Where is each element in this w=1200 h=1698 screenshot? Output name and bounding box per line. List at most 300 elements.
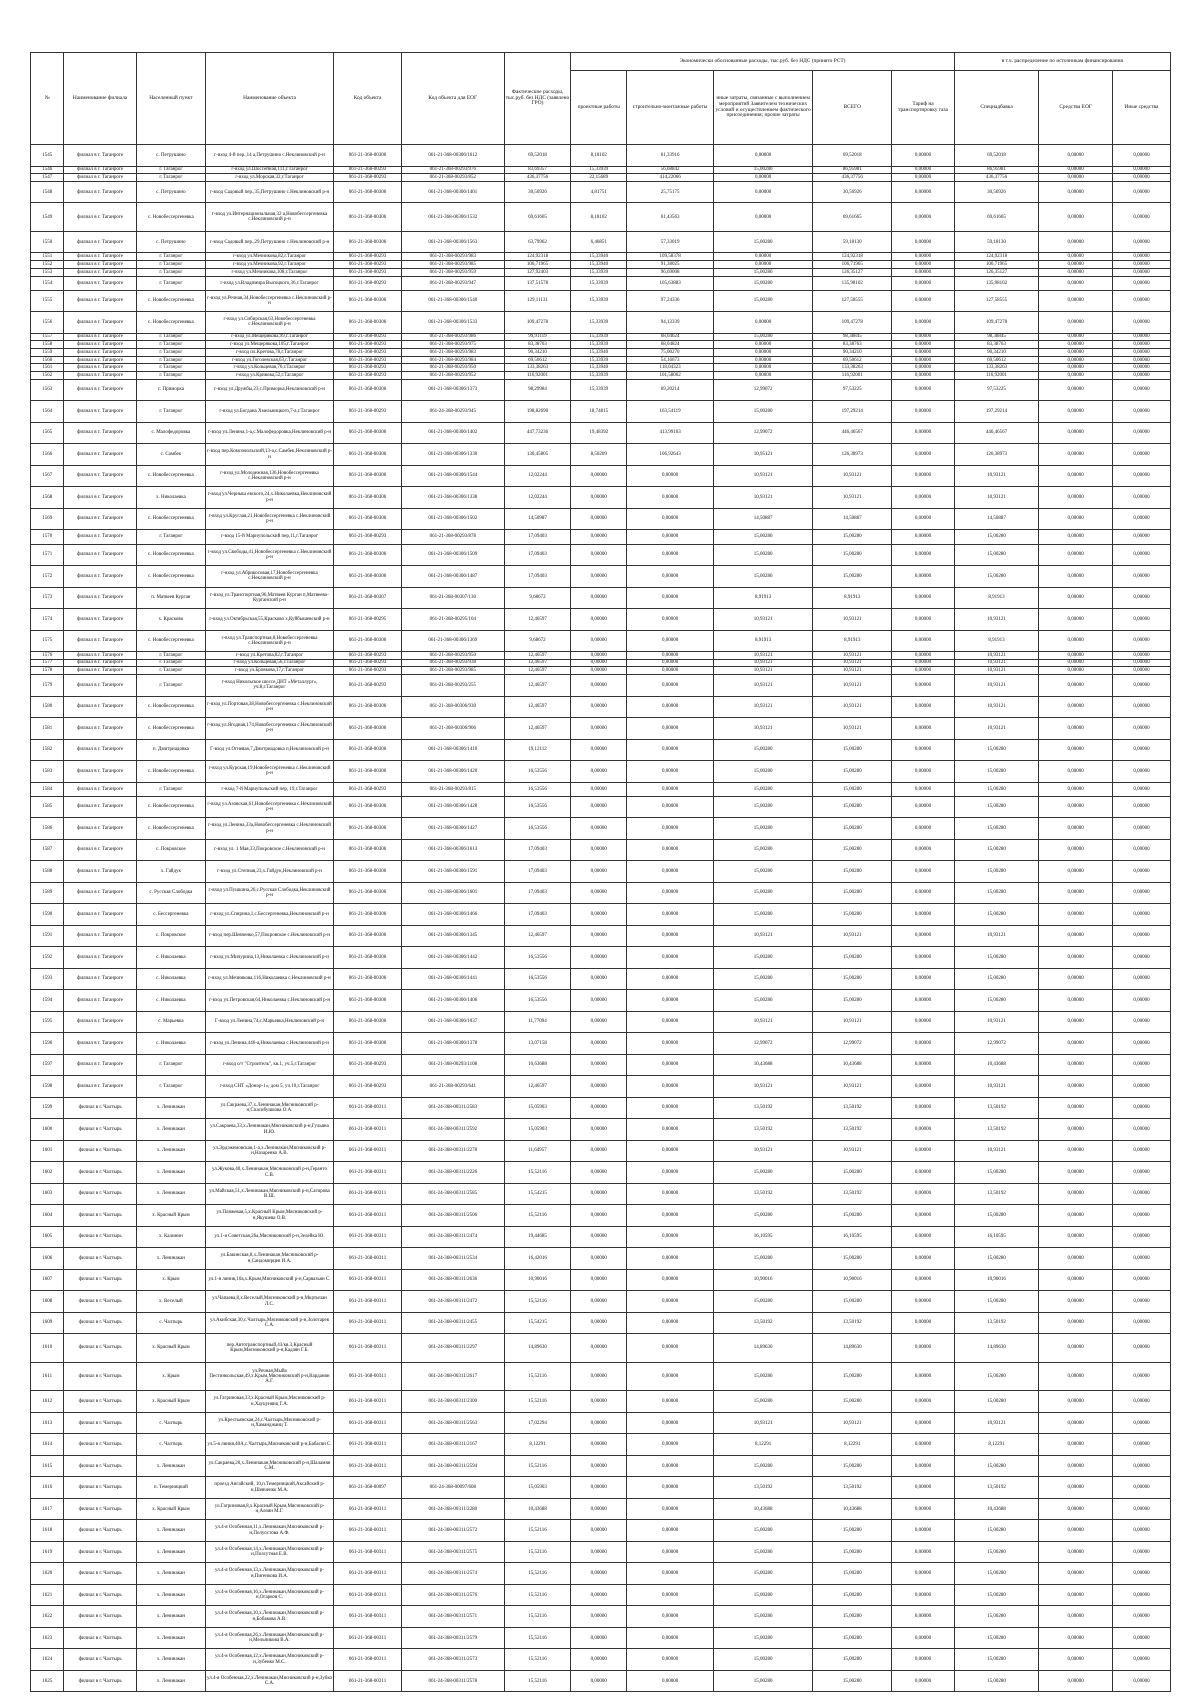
row-number: 1618 [31, 1520, 64, 1542]
total-cell: 15,00280 [813, 1606, 892, 1628]
branch-cell: филиал в г. Таганроге [64, 587, 136, 609]
design-works-cell: 8,18102 [571, 203, 627, 232]
construction-works-cell: 0,00000 [627, 1362, 714, 1391]
special-markup-cell: 15,00280 [954, 782, 1039, 796]
design-works-cell: 0,00000 [571, 739, 627, 761]
construction-works-cell: 0,00000 [627, 818, 714, 840]
eog-funds-cell: 0,00000 [1039, 231, 1113, 253]
tariff-cell: 0,00000 [892, 1362, 954, 1391]
construction-works-cell: 0,00000 [627, 1627, 714, 1649]
total-cell: 135,98102 [813, 276, 892, 290]
table-row [31, 379, 1171, 401]
construction-works-cell: 0,00000 [627, 1670, 714, 1692]
locality-cell: с. Приморка [136, 379, 205, 401]
branch-cell: филиал в г. Таганроге [64, 341, 136, 349]
actual-costs-cell: 137,51578 [504, 276, 571, 290]
eog-code-cell: 061-21-368-00306/1591 [402, 861, 505, 883]
actual-costs-cell: 15,52116 [504, 1606, 571, 1628]
total-cell: 124,92318 [813, 253, 892, 261]
construction-works-cell: 105,63883 [627, 276, 714, 290]
design-works-cell: 0,00000 [571, 1606, 627, 1628]
row-number: 1599 [31, 1097, 64, 1119]
table-row [31, 1412, 1171, 1434]
object-name-cell: г-вход СНТ «Донор-1», дом 5, уч.10,г.Таганрог [205, 1076, 333, 1098]
construction-works-cell: 68,04824 [627, 341, 714, 349]
total-cell: 13,50192 [813, 1097, 892, 1119]
total-cell: 436,37756 [813, 174, 892, 182]
table-row [31, 1205, 1171, 1227]
branch-cell: филиал в г. Таганроге [64, 609, 136, 631]
locality-cell: х. Ленинакан [136, 1649, 205, 1671]
construction-works-cell: 0,00000 [627, 1140, 714, 1162]
other-costs-cell: 15,00280 [714, 861, 813, 883]
eog-code-cell: 061-21-368-00293/938 [402, 659, 505, 667]
branch-cell: филиал в г. Чалтырь [64, 1563, 136, 1585]
actual-costs-cell: 130,45805 [504, 444, 571, 466]
object-name-cell: г-вход ул.Кретова,82,г.Таганрог [205, 652, 333, 660]
actual-costs-cell: 12,02244 [504, 487, 571, 509]
other-funds-cell: 0,00000 [1112, 1054, 1170, 1076]
other-costs-cell: 15,00280 [714, 761, 813, 783]
tariff-cell: 0,00000 [892, 1076, 954, 1098]
eog-code-cell: 061-21-368-00306/930 [402, 696, 505, 718]
table-body [31, 145, 1171, 1692]
object-code-cell: 061-21-368-00306 [334, 444, 402, 466]
eog-code-cell: 061-21-368-00293/641 [402, 1076, 505, 1098]
eog-code-cell: 061-21-368-00306/1442 [402, 947, 505, 969]
tariff-cell: 0,00000 [892, 487, 954, 509]
locality-cell: с. Петрушино [136, 231, 205, 253]
other-funds-cell: 0,00000 [1112, 1011, 1170, 1033]
total-cell: 12,99072 [813, 1033, 892, 1055]
eog-funds-cell: 0,00000 [1039, 630, 1113, 652]
design-works-cell: 0,00000 [571, 1434, 627, 1456]
eog-funds-cell: 0,00000 [1039, 444, 1113, 466]
table-row [31, 1606, 1171, 1628]
other-costs-cell: 10,93121 [714, 652, 813, 660]
actual-costs-cell: 106,71965 [504, 261, 571, 269]
tariff-cell: 0,00000 [892, 761, 954, 783]
construction-works-cell: 0,00000 [627, 1541, 714, 1563]
row-number: 1577 [31, 659, 64, 667]
other-costs-cell: 14,50887 [714, 508, 813, 530]
other-costs-cell: 13,50192 [714, 1312, 813, 1334]
table-row [31, 1291, 1171, 1313]
branch-cell: филиал в г. Таганроге [64, 349, 136, 357]
design-works-cell: 0,00000 [571, 990, 627, 1012]
object-code-cell: 061-21-368-00311 [334, 1205, 402, 1227]
other-funds-cell: 0,00000 [1112, 1627, 1170, 1649]
other-costs-cell: 0,00000 [714, 145, 813, 167]
locality-cell: х. Красный Крым [136, 1334, 205, 1363]
design-works-cell: 15,33939 [571, 312, 627, 334]
special-markup-cell: 109,47278 [954, 312, 1039, 334]
locality-cell: х. Гайдук [136, 861, 205, 883]
construction-works-cell: 0,00000 [627, 1412, 714, 1434]
table-row [31, 667, 1171, 675]
tariff-cell: 0,00000 [892, 1498, 954, 1520]
design-works-cell: 0,00000 [571, 696, 627, 718]
row-number: 1560 [31, 356, 64, 364]
col-tariff: Тариф на транспортировку газа [892, 71, 954, 145]
special-markup-cell: 197,29214 [954, 401, 1039, 423]
other-funds-cell: 0,00000 [1112, 1140, 1170, 1162]
col-construction-works: строительно-монтажные работы [627, 71, 714, 145]
col-total: ВСЕГО [813, 71, 892, 145]
object-name-cell: ул.4-я Особенная,12,х.Ленинакан,Мясниковский р-н,Зубенко М.С. [205, 1649, 333, 1671]
row-number: 1600 [31, 1119, 64, 1141]
other-costs-cell: 10,93121 [714, 487, 813, 509]
object-code-cell: 061-21-368-00293 [334, 401, 402, 423]
row-number: 1551 [31, 253, 64, 261]
object-name-cell: ул.Сакраева,20,х.Ленинакан,Мясниковский р-н,Шаламян С.М. [205, 1455, 333, 1477]
design-works-cell: 0,00000 [571, 1226, 627, 1248]
total-cell: 15,00280 [813, 1205, 892, 1227]
actual-costs-cell: 12,46597 [504, 659, 571, 667]
table-row [31, 145, 1171, 167]
object-name-cell: г-вход ул.Азовская,61,Новобессергеневка с.Неклиновский р-н [205, 796, 333, 818]
object-code-cell: 061-21-368-00293 [334, 364, 402, 372]
actual-costs-cell: 19,44685 [504, 1226, 571, 1248]
object-code-cell: 061-21-368-00293 [334, 166, 402, 174]
special-markup-cell: 59,18130 [954, 231, 1039, 253]
branch-cell: филиал в г. Таганроге [64, 290, 136, 312]
object-code-cell: 061-21-368-00306 [334, 1011, 402, 1033]
tariff-cell: 0,00000 [892, 947, 954, 969]
row-number: 1591 [31, 925, 64, 947]
total-cell: 15,00280 [813, 544, 892, 566]
construction-works-cell: 0,00000 [627, 1226, 714, 1248]
special-markup-cell: 15,00280 [954, 739, 1039, 761]
col-eog-code: Код объекта для ЕОГ [402, 53, 505, 145]
other-funds-cell: 0,00000 [1112, 422, 1170, 444]
tariff-cell: 0,00000 [892, 1584, 954, 1606]
construction-works-cell: 0,00000 [627, 587, 714, 609]
branch-cell: филиал в г. Таганроге [64, 839, 136, 861]
other-costs-cell: 0,00000 [714, 174, 813, 182]
row-number: 1592 [31, 947, 64, 969]
actual-costs-cell: 16,53556 [504, 761, 571, 783]
object-code-cell: 061-21-368-00293 [334, 659, 402, 667]
eog-code-cell: 061-21-368-00306/1544 [402, 465, 505, 487]
design-works-cell: 0,00000 [571, 544, 627, 566]
object-name-cell: ул.Жукова,40,х.Ленинакан,Мясниковский р-н,Геранто С.В. [205, 1162, 333, 1184]
design-works-cell: 0,00000 [571, 1312, 627, 1334]
tariff-cell: 0,00000 [892, 1541, 954, 1563]
eog-funds-cell: 0,00000 [1039, 364, 1113, 372]
row-number: 1611 [31, 1362, 64, 1391]
actual-costs-cell: 9,68672 [504, 587, 571, 609]
other-costs-cell: 15,00280 [714, 904, 813, 926]
branch-cell: филиал в г. Таганроге [64, 990, 136, 1012]
table-row [31, 1362, 1171, 1391]
object-name-cell: проезд Ангайский, 10,п.Темерницкий,Аксайский р-н,Шевченко М.А. [205, 1477, 333, 1499]
locality-cell: г. Таганрог [136, 174, 205, 182]
design-works-cell: 22,15689 [571, 174, 627, 182]
actual-costs-cell: 17,09403 [504, 904, 571, 926]
design-works-cell: 0,00000 [571, 1033, 627, 1055]
object-code-cell: 061-21-368-00293 [334, 667, 402, 675]
other-funds-cell: 0,00000 [1112, 349, 1170, 357]
design-works-cell: 0,00000 [571, 1011, 627, 1033]
locality-cell: с. Николаевка [136, 968, 205, 990]
branch-cell: филиал в г. Чалтырь [64, 1498, 136, 1520]
design-works-cell: 15,33939 [571, 166, 627, 174]
construction-works-cell: 0,00000 [627, 739, 714, 761]
eog-funds-cell: 0,00000 [1039, 465, 1113, 487]
special-markup-cell: 8,91913 [954, 587, 1039, 609]
eog-funds-cell: 0,00000 [1039, 1119, 1113, 1141]
eog-code-cell: 061-21-368-00306/1441 [402, 968, 505, 990]
object-name-cell: г-вход ул.Черныш евского,24,х.Николаевка,Неклиновский р-н [205, 487, 333, 509]
design-works-cell: 0,00000 [571, 508, 627, 530]
actual-costs-cell: 98,29984 [504, 379, 571, 401]
table-row [31, 1391, 1171, 1413]
row-number: 1605 [31, 1226, 64, 1248]
object-name-cell: г-вход ул.Речная,34,Новобессергеневка с.Неклиновский р-н [205, 290, 333, 312]
eog-code-cell: 061-24-368-00311/2280 [402, 1498, 505, 1520]
other-funds-cell: 0,00000 [1112, 968, 1170, 990]
design-works-cell: 0,00000 [571, 796, 627, 818]
other-funds-cell: 0,00000 [1112, 1541, 1170, 1563]
tariff-cell: 0,00000 [892, 268, 954, 276]
object-code-cell: 061-21-368-00306 [334, 312, 402, 334]
row-number: 1553 [31, 268, 64, 276]
design-works-cell: 0,00000 [571, 1334, 627, 1363]
table-row [31, 166, 1171, 174]
other-costs-cell: 10,93121 [714, 1076, 813, 1098]
construction-works-cell: 61,33916 [627, 145, 714, 167]
locality-cell: с. Самбек [136, 444, 205, 466]
total-cell: 127,58555 [813, 290, 892, 312]
eog-code-cell: 061-24-368-00311/2578 [402, 1670, 505, 1692]
branch-cell: филиал в г. Чалтырь [64, 1162, 136, 1184]
tariff-cell: 0,00000 [892, 1183, 954, 1205]
table-row [31, 1097, 1171, 1119]
other-costs-cell: 15,00280 [714, 1584, 813, 1606]
design-works-cell: 0,00000 [571, 1183, 627, 1205]
locality-cell: с. Новобессергеневка [136, 761, 205, 783]
object-code-cell: 061-21-368-00311 [334, 1140, 402, 1162]
eog-funds-cell: 0,00000 [1039, 174, 1113, 182]
object-code-cell: 061-21-368-00306 [334, 882, 402, 904]
design-works-cell: 0,00000 [571, 1140, 627, 1162]
design-works-cell: 15,33940 [571, 349, 627, 357]
object-code-cell: 061-21-368-00311 [334, 1584, 402, 1606]
table-row [31, 1248, 1171, 1270]
locality-cell: г. Таганрог [136, 253, 205, 261]
locality-cell: с. Новобессергеневка [136, 312, 205, 334]
other-costs-cell: 13,50192 [714, 1477, 813, 1499]
actual-costs-cell: 13,07158 [504, 1033, 571, 1055]
other-funds-cell: 0,00000 [1112, 231, 1170, 253]
tariff-cell: 0,00000 [892, 530, 954, 544]
row-number: 1550 [31, 231, 64, 253]
eog-funds-cell: 0,00000 [1039, 341, 1113, 349]
other-costs-cell: 15,00280 [714, 1248, 813, 1270]
object-name-cell: г-вход ул.Портовая,38,Новобессергеневка с.Неклиновский р-н [205, 696, 333, 718]
branch-cell: филиал в г. Таганроге [64, 508, 136, 530]
locality-cell: х. Веселый [136, 1291, 205, 1313]
eog-funds-cell: 0,00000 [1039, 261, 1113, 269]
construction-works-cell: 0,00000 [627, 609, 714, 631]
object-code-cell: 061-21-368-00293 [334, 261, 402, 269]
object-name-cell: г-вход ул.Мечникова,108,г.Таганрог [205, 268, 333, 276]
other-costs-cell: 15,00280 [714, 1563, 813, 1585]
row-number: 1549 [31, 203, 64, 232]
total-cell: 15,00280 [813, 566, 892, 588]
branch-cell: филиал в г. Таганроге [64, 231, 136, 253]
total-cell: 86,95981 [813, 166, 892, 174]
design-works-cell: 0,00000 [571, 1627, 627, 1649]
branch-cell: филиал в г. Чалтырь [64, 1140, 136, 1162]
eog-funds-cell: 0,00000 [1039, 1584, 1113, 1606]
branch-cell: филиал в г. Чалтырь [64, 1541, 136, 1563]
special-markup-cell: 69,52018 [954, 145, 1039, 167]
object-name-cell: ул.Сакраева,33,х.Ленинакан,Мясниковский р-н,Гульяна И.Ю. [205, 1119, 333, 1141]
eog-funds-cell: 0,00000 [1039, 1334, 1113, 1363]
object-name-cell: Г-вход ул.Ленина,74,с.Марьевка,Неклиновский р-н [205, 1011, 333, 1033]
eog-funds-cell: 0,00000 [1039, 1226, 1113, 1248]
object-name-cell: г-вход Садовый пер.,35,Петрушино с.Неклиновский р-н [205, 181, 333, 203]
eog-code-cell: 061-21-368-00306/1427 [402, 818, 505, 840]
actual-costs-cell: 69,52018 [504, 145, 571, 167]
locality-cell: г. Таганрог [136, 166, 205, 174]
total-cell: 69,52018 [813, 145, 892, 167]
object-code-cell: 061-21-368-00293 [334, 1076, 402, 1098]
other-funds-cell: 0,00000 [1112, 1183, 1170, 1205]
other-funds-cell: 0,00000 [1112, 818, 1170, 840]
locality-cell: с. Бессергеневка [136, 904, 205, 926]
other-funds-cell: 0,00000 [1112, 1334, 1170, 1363]
row-number: 1597 [31, 1054, 64, 1076]
row-number: 1570 [31, 530, 64, 544]
eog-funds-cell: 0,00000 [1039, 990, 1113, 1012]
col-design-works: проектные работы [571, 71, 627, 145]
eog-funds-cell: 0,00000 [1039, 253, 1113, 261]
table-row [31, 1226, 1171, 1248]
locality-cell: х. Калинин [136, 1226, 205, 1248]
actual-costs-cell: 83,69357 [504, 166, 571, 174]
construction-works-cell: 0,00000 [627, 718, 714, 740]
tariff-cell: 0,00000 [892, 1269, 954, 1291]
total-cell: 15,00280 [813, 818, 892, 840]
object-name-cell: г-вход ул.Октябрьская,55,Красково х,Куйбышевский р-н [205, 609, 333, 631]
eog-funds-cell: 0,00000 [1039, 1291, 1113, 1313]
construction-works-cell: 0,00000 [627, 882, 714, 904]
total-cell: 13,50192 [813, 1312, 892, 1334]
branch-cell: филиал в г. Таганроге [64, 947, 136, 969]
object-name-cell: г-вход пер.Шевченко,57,Покровское с.Неклиновский р-н [205, 925, 333, 947]
eog-code-cell: 061-21-368-00306/1563 [402, 231, 505, 253]
total-cell: 15,00280 [813, 904, 892, 926]
other-funds-cell: 0,00000 [1112, 947, 1170, 969]
other-funds-cell: 0,00000 [1112, 312, 1170, 334]
branch-cell: филиал в г. Чалтырь [64, 1670, 136, 1692]
object-name-cell: ул.Крестьянская,24,с.Чалтырь,Мясниковский р-н,Хаманджанц Т. [205, 1412, 333, 1434]
special-markup-cell: 15,00280 [954, 1362, 1039, 1391]
other-costs-cell: 15,00280 [714, 530, 813, 544]
eog-funds-cell: 0,00000 [1039, 276, 1113, 290]
special-markup-cell: 10,93121 [954, 718, 1039, 740]
total-cell: 15,00280 [813, 1649, 892, 1671]
total-cell: 15,00280 [813, 1520, 892, 1542]
other-funds-cell: 0,00000 [1112, 1584, 1170, 1606]
row-number: 1624 [31, 1649, 64, 1671]
actual-costs-cell: 69,50612 [504, 356, 571, 364]
object-name-cell: ул.4-я Особенная,22,х.Ленинакан,Мясниковский р-н,Зубко С.А. [205, 1670, 333, 1692]
table-row [31, 1670, 1171, 1692]
eog-funds-cell: 0,00000 [1039, 818, 1113, 840]
special-markup-cell: 90,34210 [954, 349, 1039, 357]
branch-cell: филиал в г. Чалтырь [64, 1584, 136, 1606]
tariff-cell: 0,00000 [892, 203, 954, 232]
other-funds-cell: 0,00000 [1112, 630, 1170, 652]
design-works-cell: 8,18102 [571, 145, 627, 167]
construction-works-cell: 54,16673 [627, 356, 714, 364]
object-name-cell: г-вход ул.Петровская,64,Николаевка с.Неклиновский р-н [205, 990, 333, 1012]
special-markup-cell: 10,93121 [954, 652, 1039, 660]
construction-works-cell: 97,24336 [627, 290, 714, 312]
special-markup-cell: 10,93121 [954, 696, 1039, 718]
tariff-cell: 0,00000 [892, 818, 954, 840]
locality-cell: г. Таганрог [136, 372, 205, 380]
eog-code-cell: 061-24-368-00311/2297 [402, 1334, 505, 1363]
table-row [31, 1477, 1171, 1499]
object-name-cell: г-вход ул.Спирина,1,с.Бессергеневка,Неклиновский р-н [205, 904, 333, 926]
tariff-cell: 0,00000 [892, 544, 954, 566]
tariff-cell: 0,00000 [892, 379, 954, 401]
object-name-cell: г-вход ул.Транспортная,8,Новобессергеневка с.Неклиновский р-н [205, 630, 333, 652]
tariff-cell: 0,00000 [892, 1205, 954, 1227]
eog-code-cell: 061-21-368-00306/1428 [402, 796, 505, 818]
eog-code-cell: 061-24-368-00311/2278 [402, 1140, 505, 1162]
tariff-cell: 0,00000 [892, 1412, 954, 1434]
row-number: 1594 [31, 990, 64, 1012]
eog-code-cell: 061-21-368-00306/1601 [402, 882, 505, 904]
design-works-cell: 0,00000 [571, 761, 627, 783]
other-funds-cell: 0,00000 [1112, 1670, 1170, 1692]
table-row [31, 349, 1171, 357]
construction-works-cell: 0,00000 [627, 652, 714, 660]
design-works-cell: 0,00000 [571, 1054, 627, 1076]
other-costs-cell: 10,43688 [714, 1498, 813, 1520]
object-code-cell: 061-21-368-00293 [334, 349, 402, 357]
design-works-cell: 0,00000 [571, 904, 627, 926]
total-cell: 10,93121 [813, 1011, 892, 1033]
object-name-cell: г-вход пер.Комсомольский,13-а,с.Самбек,Неклиновский р-н [205, 444, 333, 466]
branch-cell: филиал в г. Чалтырь [64, 1362, 136, 1391]
other-costs-cell: 15,00280 [714, 947, 813, 969]
other-funds-cell: 0,00000 [1112, 1205, 1170, 1227]
branch-cell: филиал в г. Таганроге [64, 372, 136, 380]
locality-cell: с. Покровское [136, 839, 205, 861]
eog-code-cell: 061-21-368-00306/1487 [402, 566, 505, 588]
branch-cell: филиал в г. Таганроге [64, 718, 136, 740]
row-number: 1562 [31, 372, 64, 380]
row-number: 1583 [31, 761, 64, 783]
tariff-cell: 0,00000 [892, 364, 954, 372]
other-funds-cell: 0,00000 [1112, 508, 1170, 530]
row-number: 1584 [31, 782, 64, 796]
tariff-cell: 0,00000 [892, 341, 954, 349]
tariff-cell: 0,00000 [892, 1477, 954, 1499]
eog-code-cell: 061-21-368-00293/1108 [402, 1054, 505, 1076]
group-funding-sources: в т.ч. распределение по источникам финансирования [954, 53, 1170, 71]
object-code-cell: 061-21-368-00311 [334, 1541, 402, 1563]
eog-code-cell: 061-24-368-00311/2576 [402, 1584, 505, 1606]
object-code-cell: 061-21-368-00293 [334, 530, 402, 544]
